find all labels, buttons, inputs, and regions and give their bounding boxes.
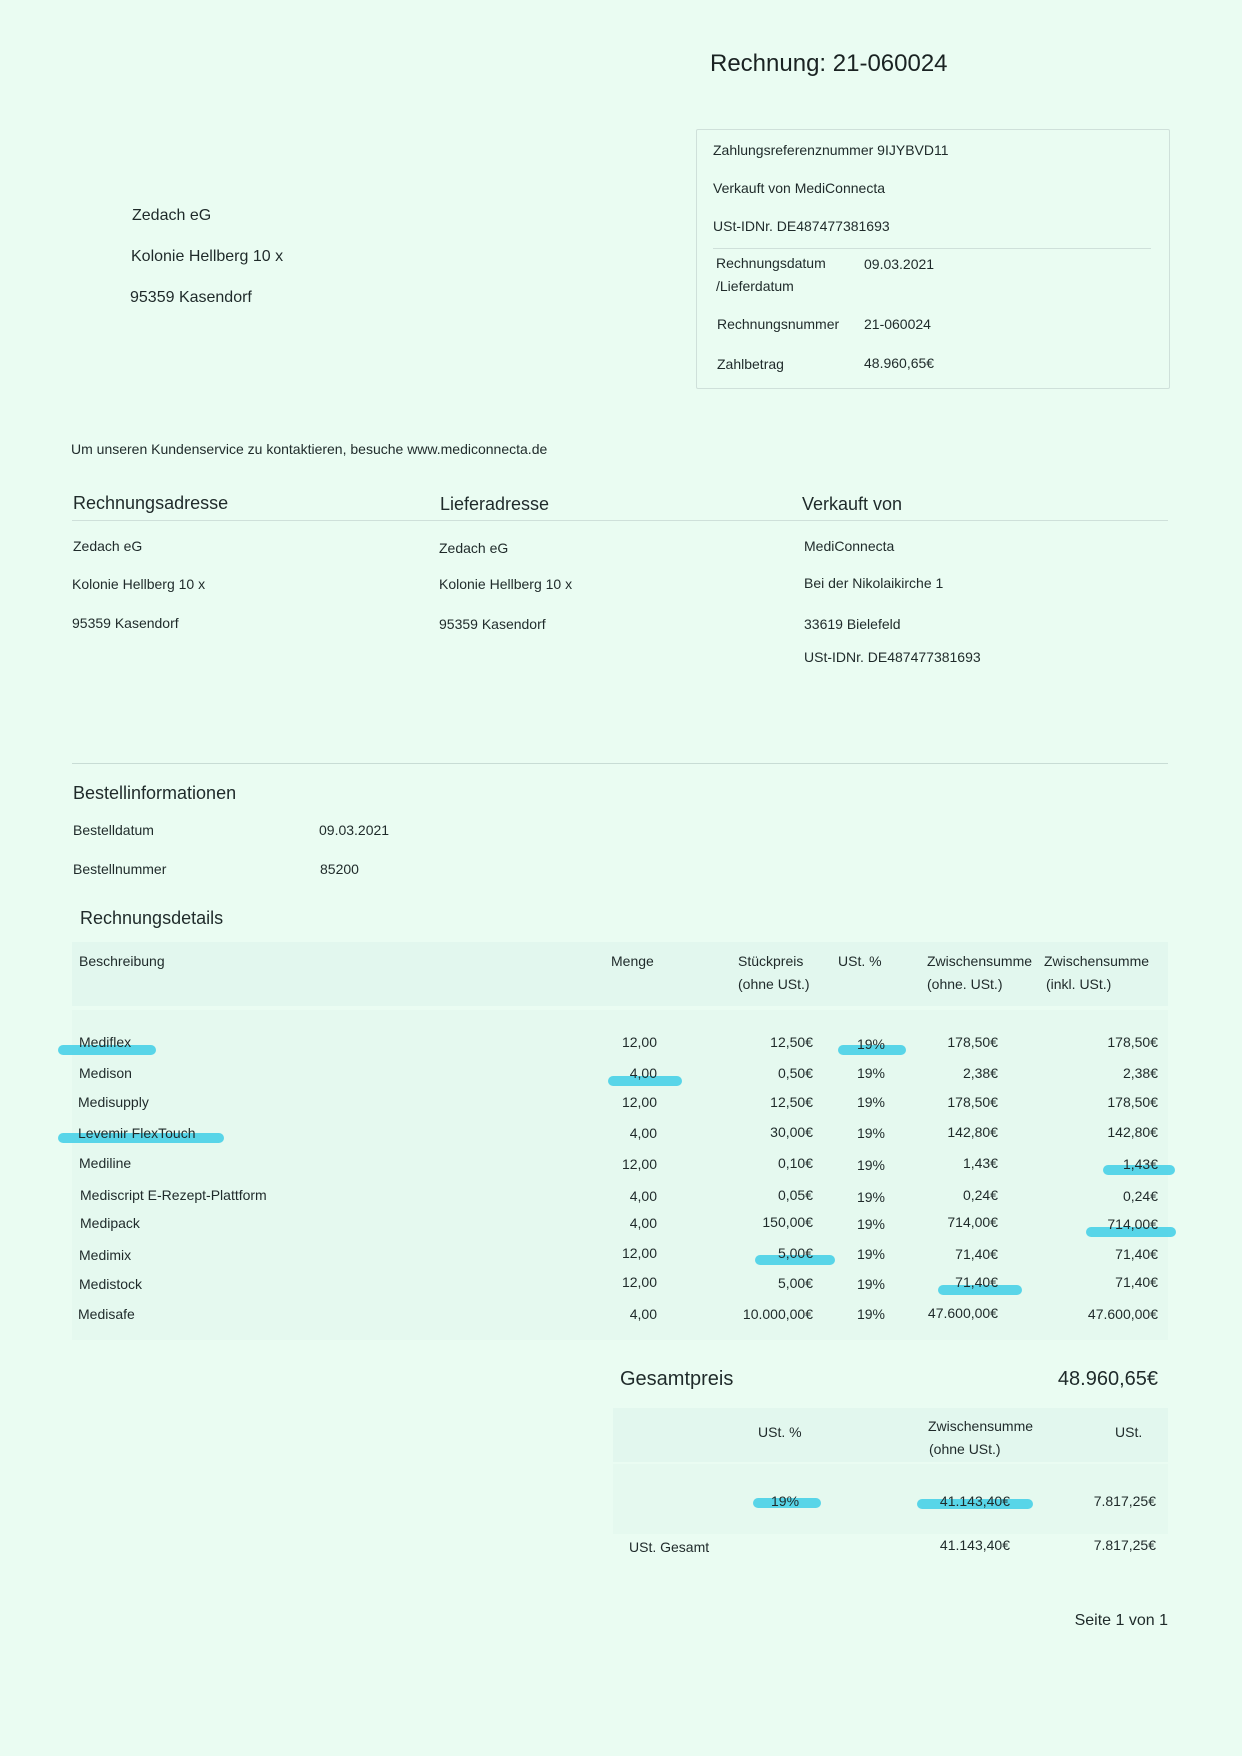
row-qty: 4,00 [629, 1065, 657, 1081]
payment-reference: Zahlungsreferenznummer 9IJYBVD11 [713, 142, 949, 158]
vat-rate: 19% [771, 1493, 800, 1509]
invoice-date-label: Rechnungsdatum [716, 255, 826, 271]
row-unit-price: 30,00€ [770, 1124, 813, 1140]
row-description: Medison [79, 1065, 132, 1081]
row-description: Medipack [80, 1215, 140, 1231]
row-net: 178,50€ [947, 1034, 998, 1050]
billing-street: Kolonie Hellberg 10 x [72, 576, 206, 592]
row-vat: 19% [856, 1036, 885, 1052]
row-unit-price: 12,50€ [770, 1034, 813, 1050]
invoice-date-value: 09.03.2021 [864, 256, 935, 272]
seller-street: Bei der Nikolaikirche 1 [804, 575, 944, 591]
row-net: 1,43€ [962, 1155, 998, 1171]
row-unit-price: 5,00€ [777, 1275, 813, 1291]
row-description: Medimix [79, 1247, 132, 1263]
totals-tax-header: USt. [1115, 1424, 1143, 1440]
row-unit-price: 10.000,00€ [742, 1306, 813, 1322]
row-vat: 19% [856, 1157, 885, 1173]
infobox-divider [713, 248, 1151, 249]
vat-id-line: USt-IDNr. DE487477381693 [713, 218, 890, 234]
order-info-heading: Bestellinformationen [73, 783, 237, 803]
vat-total-tax: 7.817,25€ [1093, 1537, 1156, 1553]
row-vat: 19% [856, 1276, 885, 1292]
row-net: 47.600,00€ [927, 1305, 998, 1321]
total-price-value: 48.960,65€ [1057, 1368, 1158, 1390]
customer-city: 95359 Kasendorf [130, 289, 252, 306]
row-gross: 714,00€ [1107, 1216, 1158, 1232]
row-vat: 19% [856, 1094, 885, 1110]
col-gross-header: Zwischensumme [1044, 953, 1150, 969]
billing-address-heading: Rechnungsadresse [73, 493, 229, 513]
row-qty: 4,00 [629, 1125, 657, 1141]
col-unit-price-subheader: (ohne USt.) [738, 976, 810, 992]
row-vat: 19% [856, 1216, 885, 1232]
col-unit-price-header: Stückpreis [738, 953, 804, 969]
seller-city: 33619 Bielefeld [804, 616, 901, 632]
totals-rows-band [613, 1464, 1168, 1534]
row-vat: 19% [856, 1189, 885, 1205]
row-gross: 2,38€ [1122, 1065, 1158, 1081]
row-qty: 12,00 [621, 1156, 657, 1172]
address-divider [72, 520, 1168, 521]
row-vat: 19% [856, 1246, 885, 1262]
row-net: 714,00€ [947, 1214, 998, 1230]
sold-by-line: Verkauft von MediConnecta [713, 180, 885, 196]
row-qty: 12,00 [621, 1274, 657, 1290]
row-qty: 12,00 [621, 1245, 657, 1261]
row-unit-price: 0,05€ [777, 1187, 813, 1203]
invoice-title: Rechnung: 21-060024 [710, 50, 948, 77]
order-number-value: 85200 [320, 861, 359, 877]
row-unit-price: 0,10€ [777, 1155, 813, 1171]
row-gross: 178,50€ [1107, 1094, 1158, 1110]
row-gross: 0,24€ [1122, 1188, 1158, 1204]
row-net: 0,24€ [962, 1187, 998, 1203]
seller-vat-id: USt-IDNr. DE487477381693 [804, 649, 981, 665]
col-qty-header: Menge [611, 953, 654, 969]
invoice-details-heading: Rechnungsdetails [80, 908, 224, 928]
row-vat: 19% [856, 1125, 885, 1141]
col-net-header: Zwischensumme [927, 953, 1033, 969]
row-unit-price: 5,00€ [777, 1245, 813, 1261]
delivery-address-heading: Lieferadresse [440, 494, 550, 514]
row-gross: 1,43€ [1122, 1156, 1158, 1172]
seller-name: MediConnecta [804, 538, 895, 554]
vat-rate-tax: 7.817,25€ [1093, 1493, 1156, 1509]
vat-total-label: USt. Gesamt [629, 1539, 710, 1555]
row-net: 142,80€ [947, 1124, 998, 1140]
seller-heading: Verkauft von [802, 494, 903, 514]
row-gross: 178,50€ [1107, 1034, 1158, 1050]
row-qty: 4,00 [629, 1306, 657, 1322]
customer-name: Zedach eG [132, 207, 212, 224]
row-unit-price: 0,50€ [777, 1065, 813, 1081]
order-date-value: 09.03.2021 [319, 822, 390, 838]
totals-vat-header: USt. % [758, 1424, 802, 1440]
delivery-name: Zedach eG [439, 540, 509, 556]
page-number: Seite 1 von 1 [1074, 1612, 1168, 1629]
row-qty: 4,00 [629, 1188, 657, 1204]
row-description: Mediflex [79, 1034, 132, 1050]
billing-name: Zedach eG [73, 538, 143, 554]
row-unit-price: 150,00€ [762, 1214, 813, 1230]
customer-service-note: Um unseren Kundenservice zu kontaktieren, besuche www.mediconnecta.de [71, 441, 548, 457]
row-description: Mediline [79, 1155, 132, 1171]
totals-subtotal-header: Zwischensumme [928, 1418, 1034, 1434]
total-price-label: Gesamtpreis [620, 1368, 734, 1390]
order-number-label: Bestellnummer [73, 861, 167, 877]
row-description: Medisafe [78, 1306, 135, 1322]
row-qty: 12,00 [621, 1094, 657, 1110]
delivery-street: Kolonie Hellberg 10 x [439, 576, 573, 592]
row-net: 2,38€ [962, 1065, 998, 1081]
row-gross: 47.600,00€ [1087, 1306, 1158, 1322]
col-net-subheader: (ohne. USt.) [927, 976, 1003, 992]
vat-total-subtotal: 41.143,40€ [939, 1537, 1010, 1553]
delivery-city: 95359 Kasendorf [439, 616, 546, 632]
row-gross: 71,40€ [1115, 1246, 1158, 1262]
row-net: 178,50€ [947, 1094, 998, 1110]
details-header-band [72, 942, 1168, 1006]
section-divider [72, 763, 1168, 764]
row-qty: 4,00 [629, 1215, 657, 1231]
row-net: 71,40€ [955, 1274, 998, 1290]
col-description-header: Beschreibung [79, 953, 165, 969]
row-gross: 142,80€ [1107, 1124, 1158, 1140]
row-gross: 71,40€ [1115, 1274, 1158, 1290]
payment-amount-label: Zahlbetrag [717, 356, 784, 372]
delivery-date-label: /Lieferdatum [716, 278, 794, 294]
row-description: Levemir FlexTouch [78, 1125, 196, 1141]
vat-rate-subtotal: 41.143,40€ [939, 1493, 1010, 1509]
col-vat-header: USt. % [838, 953, 882, 969]
billing-city: 95359 Kasendorf [72, 615, 179, 631]
totals-subtotal-subheader: (ohne USt.) [929, 1441, 1001, 1457]
row-vat: 19% [856, 1306, 885, 1322]
row-description: Mediscript E-Rezept-Plattform [80, 1187, 267, 1203]
row-description: Medistock [79, 1276, 143, 1292]
customer-street: Kolonie Hellberg 10 x [131, 248, 284, 265]
order-date-label: Bestelldatum [73, 822, 154, 838]
row-description: Medisupply [78, 1094, 149, 1110]
invoice-number-label: Rechnungsnummer [717, 316, 840, 332]
totals-header-band [613, 1408, 1168, 1462]
row-unit-price: 12,50€ [770, 1094, 813, 1110]
row-vat: 19% [856, 1065, 885, 1081]
col-gross-subheader: (inkl. USt.) [1046, 976, 1112, 992]
payment-amount-value: 48.960,65€ [864, 355, 935, 371]
row-net: 71,40€ [955, 1246, 998, 1262]
row-qty: 12,00 [621, 1034, 657, 1050]
invoice-number-value: 21-060024 [864, 316, 931, 332]
